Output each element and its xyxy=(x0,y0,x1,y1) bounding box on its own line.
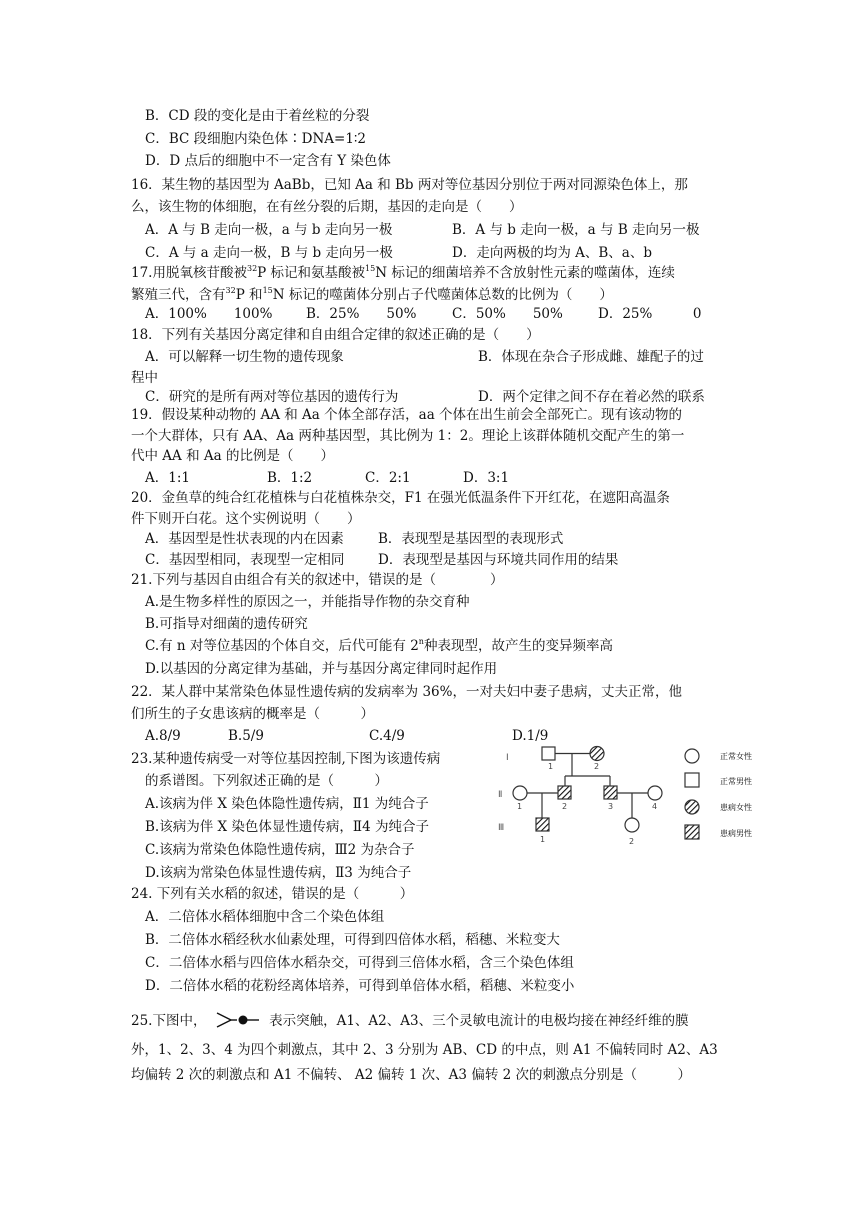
q21-option-a: A.是生物多样性的原因之一，并能指导作物的杂交育种 xyxy=(145,594,470,610)
q16-option-c: C．A 与 a 走向一极，B 与 b 走向另一极 xyxy=(145,245,393,261)
pedigree-num-III1: 1 xyxy=(540,835,546,844)
q20-option-d: D．表现型是基因与环境共同作用的结果 xyxy=(378,552,619,568)
legend-affected-female-symbol xyxy=(685,800,699,814)
q20-option-a: A．基因型是性状表现的内在因素 xyxy=(145,531,344,547)
q22-option-c: C.4/9 xyxy=(369,728,405,744)
q19-option-b: B．1:2 xyxy=(267,470,313,486)
pedigree-II3-affected-male xyxy=(604,786,617,799)
pedigree-I1-normal-male xyxy=(542,747,555,760)
q24-option-a: A．二倍体水稻体细胞中含二个染色体组 xyxy=(145,909,385,925)
legend-normal-male-label: 正常男性 xyxy=(720,777,752,786)
q18-option-b-line2: 程中 xyxy=(131,370,158,386)
pedigree-III2-normal-female xyxy=(625,818,639,832)
q19-option-a: A．1:1 xyxy=(145,470,190,486)
q17-stem-line2: 繁殖三代，含有$^{32}$P 和$^{15}$N 标记的噬菌体分别占子代噬菌体总数的比例为（ ） xyxy=(131,286,613,303)
gen-label-3: Ⅲ xyxy=(498,823,505,833)
q22-option-a: A.8/9 xyxy=(145,728,181,744)
pedigree-II1-normal-female xyxy=(513,786,527,800)
q25-stem-line2: 外，1、2、3、4 为四个刺激点，其中 2、3 分别为 AB、CD 的中点，则 A1 不偏转同时 A2、A3 xyxy=(131,1042,718,1058)
q24-option-c: C．二倍体水稻与四倍体水稻杂交，可得到三倍体水稻，含三个染色体组 xyxy=(145,955,574,971)
q24-option-b: B．二倍体水稻经秋水仙素处理，可得到四倍体水稻，稻穗、米粒变大 xyxy=(145,932,560,948)
q24-option-d: D．二倍体水稻的花粉经离体培养，可得到单倍体水稻，稻穗、米粒变小 xyxy=(145,978,575,994)
q18-option-a: A．可以解释一切生物的遗传现象 xyxy=(145,349,344,365)
synapse-symbol-icon xyxy=(215,1010,261,1030)
q22-stem-line2: 们所生的子女患该病的概率是（ ） xyxy=(131,706,374,722)
q15-option-c: C．BC 段细胞内染色体∶DNA=1∶2 xyxy=(145,131,367,147)
q21-option-c: C.有 n 对等位基因的个体自交，后代可能有 2$^n$种表现型，故产生的变异频率高 xyxy=(145,637,613,654)
q21-stem: 21.下列与基因自由组合有关的叙述中，错误的是（ ） xyxy=(131,572,504,588)
pedigree-num-II3: 3 xyxy=(608,802,614,811)
q18-option-d: D．两个定律之间不存在着必然的联系 xyxy=(478,389,705,405)
q23-stem-line2: 的系谱图。下列叙述正确的是（ ） xyxy=(145,773,388,789)
legend-normal-female-label: 正常女性 xyxy=(720,752,752,761)
q16-option-d: D．走向两极的均为 A、B、a、b xyxy=(452,245,652,261)
q24-stem: 24. 下列有关水稻的叙述，错误的是（ ） xyxy=(131,886,414,902)
q16-option-b: B．A 与 b 走向一极，a 与 B 走向另一极 xyxy=(452,222,700,238)
q25-stem-line1: 25.下图中， 表示突触，A1、A2、A3、三个灵敏电流计的电极均接在神经纤维的膜 xyxy=(131,1010,689,1030)
q15-option-d: D．D 点后的细胞中不一定含有 Y 染色体 xyxy=(145,153,391,169)
q23-option-c: C.该病为常染色体隐性遗传病，Ⅲ2 为杂合子 xyxy=(145,842,415,858)
q23-option-a: A.该病为伴 X 染色体隐性遗传病，Ⅱ1 为纯合子 xyxy=(145,796,429,812)
q20-option-c: C．基因型相同，表现型一定相同 xyxy=(145,552,345,568)
legend-affected-female-label: 患病女性 xyxy=(720,803,752,812)
q22-option-b: B.5/9 xyxy=(228,728,264,744)
q18-stem: 18．下列有关基因分离定律和自由组合定律的叙述正确的是（ ） xyxy=(131,327,540,343)
q25-stem-line3: 均偏转 2 次的刺激点和 A1 不偏转、 A2 偏转 1 次、A3 偏转 2 次的刺激点分别是（ ） xyxy=(131,1067,691,1083)
q15-option-b: B．CD 段的变化是由于着丝粒的分裂 xyxy=(145,108,370,124)
q20-stem-line2: 件下则开白花。这个实例说明（ ） xyxy=(131,511,361,527)
q21-option-d: D.以基因的分离定律为基础，并与基因分离定律同时起作用 xyxy=(145,661,498,677)
q19-stem-line1: 19．假设某种动物的 AA 和 Aa 个体全部存活，aa 个体在出生前会全部死亡。现有该动物的 xyxy=(131,407,683,423)
pedigree-num-III2: 2 xyxy=(629,837,635,846)
q19-option-c: C．2:1 xyxy=(365,470,411,486)
pedigree-num-II4: 4 xyxy=(652,802,658,811)
legend-normal-female-symbol xyxy=(685,749,699,763)
pedigree-I2-affected-female xyxy=(590,747,604,761)
pedigree-num-II1: 1 xyxy=(517,802,523,811)
q16-option-a: A．A 与 B 走向一极，a 与 b 走向另一极 xyxy=(145,222,393,238)
pedigree-num-I1: 1 xyxy=(548,762,554,771)
q19-stem-line3: 代中 AA 和 Aa 的比例是（ ） xyxy=(131,448,334,464)
q16-stem-line1: 16．某生物的基因型为 AaBb，已知 Aa 和 Bb 两对等位基因分别位于两对同源染色体上，那 xyxy=(131,177,688,193)
q18-option-c: C．研究的是所有两对等位基因的遗传行为 xyxy=(145,389,399,405)
q22-stem-line1: 22．某人群中某常染色体显性遗传病的发病率为 36%，一对夫妇中妻子患病，丈夫正常，他 xyxy=(131,684,682,700)
q17-stem-line1: 17.用脱氧核苷酸被$^{32}$P 标记和氨基酸被$^{15}$N 标记的细菌培养不含放射性元素的噬菌体，连续 xyxy=(131,264,675,281)
q21-option-b: B.可指导对细菌的遗传研究 xyxy=(145,616,308,632)
q18-option-b-line1: B．体现在杂合子形成雌、雄配子的过 xyxy=(478,349,704,365)
q20-stem-line1: 20．金鱼草的纯合红花植株与白花植株杂交，F1 在强光低温条件下开红花，在遮阳高温条 xyxy=(131,490,670,506)
q20-option-b: B．表现型是基因型的表现形式 xyxy=(378,531,564,547)
pedigree-II2-affected-male xyxy=(558,786,571,799)
q23-option-d: D.该病为常染色体显性遗传病，Ⅱ3 为纯合子 xyxy=(145,865,412,881)
q17-option-b: B．25% 50% xyxy=(306,306,417,322)
q16-stem-line2: 么，该生物的体细胞，在有丝分裂的后期，基因的走向是（ ） xyxy=(131,199,523,215)
pedigree-num-II2: 2 xyxy=(562,802,568,811)
q23-stem-line1: 23.某种遗传病受一对等位基因控制,下图为该遗传病 xyxy=(131,751,441,767)
q19-stem-line2: 一个大群体，只有 AA、Aa 两种基因型，其比例为 1：2。理论上该群体随机交配产生的第一 xyxy=(131,428,685,444)
pedigree-chart xyxy=(492,738,762,850)
gen-label-1: Ⅰ xyxy=(506,753,509,763)
pedigree-num-I2: 2 xyxy=(594,762,600,771)
gen-label-2: Ⅱ xyxy=(498,790,503,800)
legend-normal-male-symbol xyxy=(685,773,699,787)
q22-option-d: D.1/9 xyxy=(512,728,549,744)
pedigree-II4-normal-female xyxy=(648,786,662,800)
legend-affected-male-label: 患病男性 xyxy=(720,829,752,838)
q17-option-d: D．25% 0 xyxy=(598,306,702,322)
legend-affected-male-symbol xyxy=(685,825,699,839)
q19-option-d: D．3:1 xyxy=(463,470,510,486)
q17-option-c: C．50% 50% xyxy=(452,306,563,322)
q17-option-a: A．100% 100% xyxy=(145,306,273,322)
pedigree-III1-affected-male xyxy=(536,818,549,831)
q23-option-b: B.该病为伴 X 染色体显性遗传病，Ⅱ4 为纯合子 xyxy=(145,819,429,835)
